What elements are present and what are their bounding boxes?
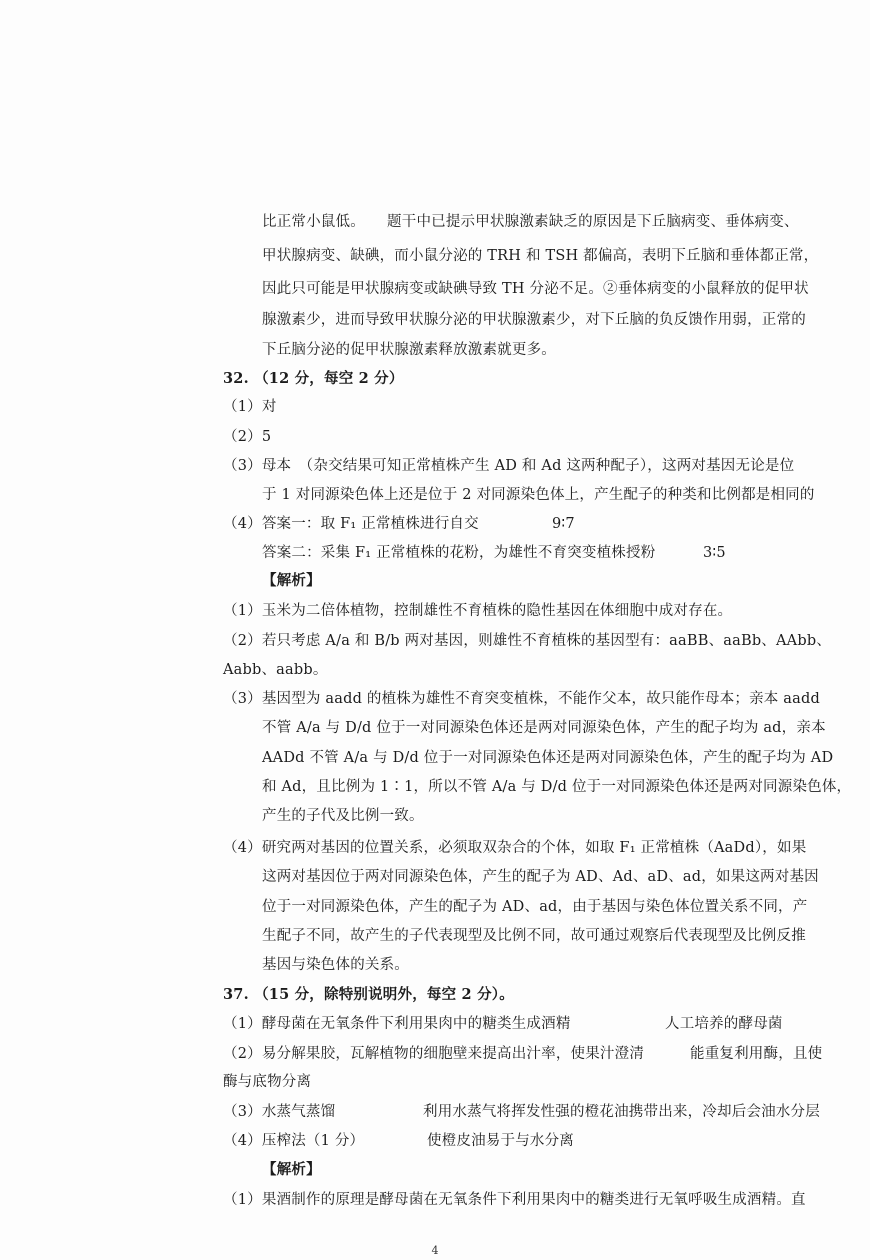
answer-line: 利用水蒸气将挥发性强的橙花油携带出来，冷却后会油水分层 xyxy=(423,1104,820,1120)
analysis-heading: 【解析】 xyxy=(262,1161,321,1178)
text-line: 甲状腺病变、缺碘，而小鼠分泌的 TRH 和 TSH 都偏高，表明下丘脑和垂体都正常， xyxy=(262,248,819,264)
answer-line: 能重复利用酶，且使 xyxy=(690,1046,823,1062)
answer-line: （2）易分解果胶，瓦解植物的细胞壁来提高出汁率，使果汁澄清 xyxy=(223,1046,645,1062)
answer-line: 答案二：采集 F₁ 正常植株的花粉，为雄性不育突变植株授粉 xyxy=(262,545,656,561)
answer-ratio: 3∶5 xyxy=(703,545,726,561)
analysis-line: 基因与染色体的关系。 xyxy=(262,957,409,973)
analysis-line: Aabb、aabb。 xyxy=(223,662,328,678)
analysis-line: 位于一对同源染色体，产生的配子为 AD、ad，由于基因与染色体位置关系不同，产 xyxy=(262,899,808,915)
text-line: 下丘脑分泌的促甲状腺激素释放激素就更多。 xyxy=(262,342,556,358)
analysis-line: 产生的子代及比例一致。 xyxy=(262,808,424,824)
analysis-line: 和 Ad，且比例为 1∶1，所以不管 A/a 与 D/d 位于一对同源染色体还是两对同源染色体， xyxy=(262,779,852,795)
analysis-line: （2）若只考虑 A/a 和 B/b 两对基因，则雄性不育植株的基因型有：aaBB、aaBb、AAbb、 xyxy=(223,633,832,649)
text-line: 因此只可能是甲状腺病变或缺碘导致 TH 分泌不足。②垂体病变的小鼠释放的促甲状 xyxy=(262,281,809,297)
answer-line: （4）压榨法（1 分） xyxy=(223,1133,365,1149)
analysis-line: （1）果酒制作的原理是酵母菌在无氧条件下利用果肉中的糖类进行无氧呼吸生成酒精。直 xyxy=(223,1192,806,1208)
answer-line: （1）酵母菌在无氧条件下利用果肉中的糖类生成酒精 xyxy=(223,1016,571,1032)
analysis-line: 不管 A/a 与 D/d 位于一对同源染色体还是两对同源染色体，产生的配子均为 ad，亲本 xyxy=(262,720,826,736)
analysis-line: （3）基因型为 aadd 的植株为雄性不育突变植株，不能作父本，故只能作母本；亲本 aadd xyxy=(223,691,820,707)
page-number: 4 xyxy=(431,1244,439,1257)
answer-line: （3）母本 （杂交结果可知正常植株产生 AD 和 Ad 这两种配子），这两对基因无论是位 xyxy=(223,458,795,474)
text-line: 比正常小鼠低。 题干中已提示甲状腺激素缺乏的原因是下丘脑病变、垂体病变、 xyxy=(262,214,799,230)
question-header: 32. （12 分，每空 2 分） xyxy=(223,370,404,387)
analysis-line: 生配子不同，故产生的子代表现型及比例不同，故可通过观察后代表现型及比例反推 xyxy=(262,928,806,944)
answer-line: 于 1 对同源染色体上还是位于 2 对同源染色体上，产生配子的种类和比例都是相同的 xyxy=(262,487,815,503)
text-line: 腺激素少，进而导致甲状腺分泌的甲状腺激素少，对下丘脑的负反馈作用弱，正常的 xyxy=(262,312,806,328)
answer-line: （2）5 xyxy=(223,429,272,445)
analysis-line: AADd 不管 A/a 与 D/d 位于一对同源染色体还是两对同源染色体，产生的配子均为 AD xyxy=(262,750,834,766)
question-header: 37. （15 分，除特别说明外，每空 2 分）。 xyxy=(223,986,514,1003)
analysis-line: 这两对基因位于两对同源染色体，产生的配子为 AD、Ad、aD、ad，如果这两对基因 xyxy=(262,869,819,885)
answer-line: （4）答案一：取 F₁ 正常植株进行自交 xyxy=(223,516,479,532)
answer-line: 酶与底物分离 xyxy=(223,1074,312,1090)
answer-line: （3）水蒸气蒸馏 xyxy=(223,1104,336,1120)
analysis-line: （1）玉米为二倍体植物，控制雄性不育植株的隐性基因在体细胞中成对存在。 xyxy=(223,603,733,619)
answer-line: 人工培养的酵母菌 xyxy=(665,1016,783,1032)
analysis-heading: 【解析】 xyxy=(262,572,321,589)
answer-ratio: 9∶7 xyxy=(552,516,575,532)
answer-line: 使橙皮油易于与水分离 xyxy=(427,1133,574,1149)
answer-line: （1）对 xyxy=(223,399,277,415)
analysis-line: （4）研究两对基因的位置关系，必须取双杂合的个体，如取 F₁ 正常植株（AaDd），如果 xyxy=(223,840,807,856)
